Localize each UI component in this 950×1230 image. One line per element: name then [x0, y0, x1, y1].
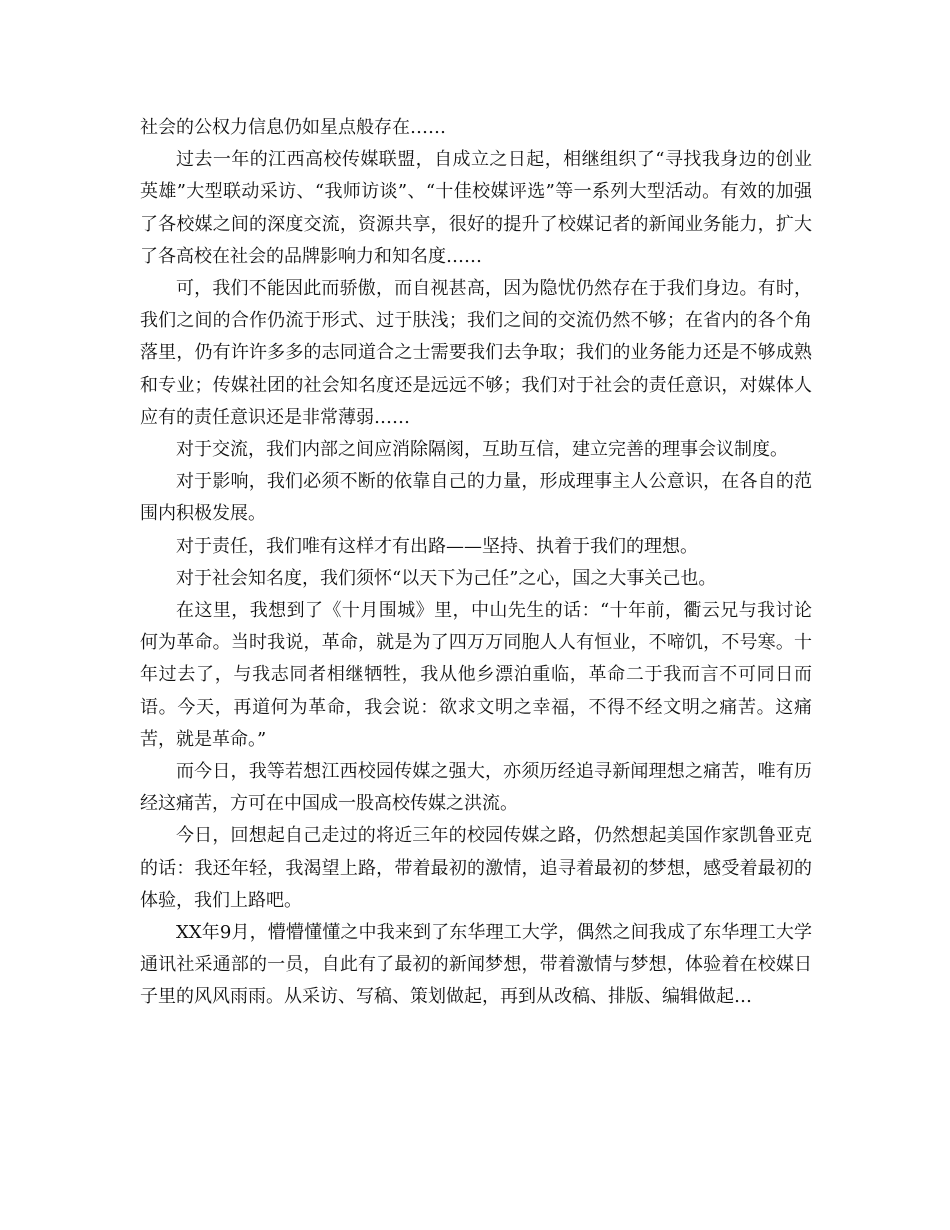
paragraph-11: XX年9月，懵懵懂懂之中我来到了东华理工大学，偶然之间我成了东华理工大学通讯社采通部的一员，自此有了最初的新闻梦想，带着激情与梦想，体验着在校媒日子里的风风雨雨。从采访、写稿、策划做起，再到从改稿、排版、编辑做起… — [140, 922, 812, 1008]
paragraph-3: 可，我们不能因此而骄傲，而自视甚高，因为隐忧仍然存在于我们身边。有时，我们之间的合作仍流于形式、过于肤浅；我们之间的交流仍然不够；在省内的各个角落里，仍有许许多多的志同道合之士需要我们去争取；我们的业务能力还是不够成熟和专业；传媒社团的社会知名度还是远远不够；我们对于社会的责任意识，对媒体人应有的责任意识还是非常薄弱…… — [140, 278, 812, 428]
paragraph-1: 社会的公权力信息仍如星点般存在…… — [140, 117, 446, 138]
paragraph-7: 对于社会知名度，我们须怀“以天下为己任”之心，国之大事关己也。 — [176, 567, 717, 589]
paragraph-2: 过去一年的江西高校传媒联盟，自成立之日起，相继组织了“寻找我身边的创业英雄”大型联动采访、“我师访谈”、“十佳校媒评选”等一系列大型活动。有效的加强了各校媒之间的深度交流，资源共享，很好的提升了校媒记者的新闻业务能力，扩大了各高校在社会的品牌影响力和知名度…… — [140, 149, 812, 267]
paragraph-4: 对于交流，我们内部之间应消除隔阂，互助互信，建立完善的理事会议制度。 — [176, 439, 788, 461]
paragraph-6: 对于责任，我们唯有这样才有出路——坚持、执着于我们的理想。 — [176, 535, 698, 557]
document-page — [140, 112, 812, 1014]
paragraph-10: 今日，回想起自己走过的将近三年的校园传媒之路，仍然想起美国作家凯鲁亚克的话：我还年轻，我渴望上路，带着最初的激情，追寻着最初的梦想，感受着最初的体验，我们上路吧。 — [140, 825, 812, 911]
paragraph-5: 对于影响，我们必须不断的依靠自己的力量，形成理事主人公意识，在各自的范围内积极发展。 — [140, 471, 812, 525]
paragraph-9: 而今日，我等若想江西校园传媒之强大，亦须历经追寻新闻理想之痛苦，唯有历经这痛苦，方可在中国成一股高校传媒之洪流。 — [140, 761, 812, 815]
paragraph-8: 在这里，我想到了《十月围城》里，中山先生的话：“十年前，衢云兄与我讨论何为革命。当时我说，革命，就是为了四万万同胞人人有恒业，不啼饥，不号寒。十年过去了，与我志同者相继牺牲，我从他乡漂泊重临，革命二于我而言不可同日而语。今天，再道何为革命，我会说：欲求文明之幸福，不得不经文明之痛苦。这痛苦，就是革命。” — [140, 600, 812, 750]
